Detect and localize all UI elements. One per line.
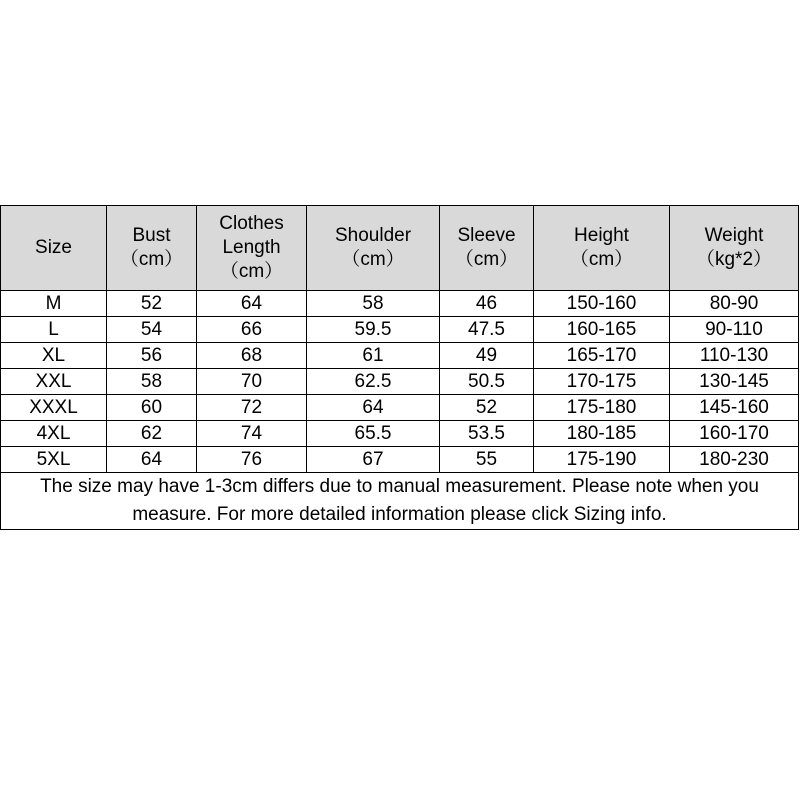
cell-height: 165-170 xyxy=(534,343,670,369)
cell-bust: 52 xyxy=(107,291,197,317)
cell-clothes-length: 68 xyxy=(197,343,307,369)
cell-shoulder: 58 xyxy=(307,291,440,317)
header-label: Size xyxy=(35,237,72,258)
cell-weight: 80-90 xyxy=(670,291,799,317)
cell-clothes-length: 66 xyxy=(197,317,307,343)
cell-height: 175-190 xyxy=(534,447,670,473)
table-row xyxy=(1,343,799,369)
header-unit: （cm） xyxy=(219,261,284,282)
header-label: Weight xyxy=(704,225,764,246)
cell-weight: 160-170 xyxy=(670,421,799,447)
header-label: Bust xyxy=(132,225,171,246)
header-label: Clothes Length xyxy=(219,213,284,258)
cell-bust: 60 xyxy=(107,395,197,421)
note-row xyxy=(1,473,799,530)
cell-bust: 56 xyxy=(107,343,197,369)
cell-clothes-length: 74 xyxy=(197,421,307,447)
header-clothes-length xyxy=(197,206,307,291)
cell-weight: 145-160 xyxy=(670,395,799,421)
header-size xyxy=(1,206,107,291)
cell-size: XXXL xyxy=(1,395,107,421)
size-chart-table xyxy=(0,205,799,530)
header-weight xyxy=(670,206,799,291)
cell-height: 160-165 xyxy=(534,317,670,343)
cell-size: 5XL xyxy=(1,447,107,473)
cell-shoulder: 61 xyxy=(307,343,440,369)
table-row xyxy=(1,395,799,421)
cell-sleeve: 46 xyxy=(440,291,534,317)
cell-bust: 64 xyxy=(107,447,197,473)
cell-clothes-length: 64 xyxy=(197,291,307,317)
header-shoulder xyxy=(307,206,440,291)
cell-shoulder: 59.5 xyxy=(307,317,440,343)
header-sleeve xyxy=(440,206,534,291)
cell-size: XL xyxy=(1,343,107,369)
cell-size: M xyxy=(1,291,107,317)
cell-bust: 54 xyxy=(107,317,197,343)
table-row xyxy=(1,447,799,473)
cell-shoulder: 62.5 xyxy=(307,369,440,395)
cell-height: 175-180 xyxy=(534,395,670,421)
header-unit: （cm） xyxy=(454,249,519,270)
cell-clothes-length: 70 xyxy=(197,369,307,395)
cell-clothes-length: 72 xyxy=(197,395,307,421)
cell-size: XXL xyxy=(1,369,107,395)
cell-height: 150-160 xyxy=(534,291,670,317)
cell-sleeve: 47.5 xyxy=(440,317,534,343)
cell-shoulder: 64 xyxy=(307,395,440,421)
cell-sleeve: 52 xyxy=(440,395,534,421)
header-bust xyxy=(107,206,197,291)
cell-bust: 58 xyxy=(107,369,197,395)
cell-sleeve: 55 xyxy=(440,447,534,473)
header-label: Sleeve xyxy=(457,225,516,246)
cell-sleeve: 49 xyxy=(440,343,534,369)
cell-weight: 180-230 xyxy=(670,447,799,473)
table-row xyxy=(1,317,799,343)
cell-size: 4XL xyxy=(1,421,107,447)
cell-weight: 110-130 xyxy=(670,343,799,369)
cell-sleeve: 50.5 xyxy=(440,369,534,395)
cell-shoulder: 67 xyxy=(307,447,440,473)
cell-height: 180-185 xyxy=(534,421,670,447)
cell-clothes-length: 76 xyxy=(197,447,307,473)
table-row xyxy=(1,369,799,395)
cell-shoulder: 65.5 xyxy=(307,421,440,447)
header-unit: （cm） xyxy=(119,249,184,270)
cell-weight: 130-145 xyxy=(670,369,799,395)
cell-size: L xyxy=(1,317,107,343)
header-unit: （kg*2） xyxy=(695,249,773,270)
cell-height: 170-175 xyxy=(534,369,670,395)
table-row xyxy=(1,421,799,447)
header-row xyxy=(1,206,799,291)
cell-bust: 62 xyxy=(107,421,197,447)
table-row xyxy=(1,291,799,317)
header-label: Shoulder xyxy=(334,225,412,246)
header-unit: （cm） xyxy=(341,249,405,270)
cell-weight: 90-110 xyxy=(670,317,799,343)
header-height xyxy=(534,206,670,291)
measurement-note: The size may have 1-3cm differs due to manual measurement. Please note when you measure. For more detailed information please click Sizing info. xyxy=(1,473,799,530)
cell-sleeve: 53.5 xyxy=(440,421,534,447)
header-unit: （cm） xyxy=(569,249,634,270)
header-label: Height xyxy=(574,225,629,246)
